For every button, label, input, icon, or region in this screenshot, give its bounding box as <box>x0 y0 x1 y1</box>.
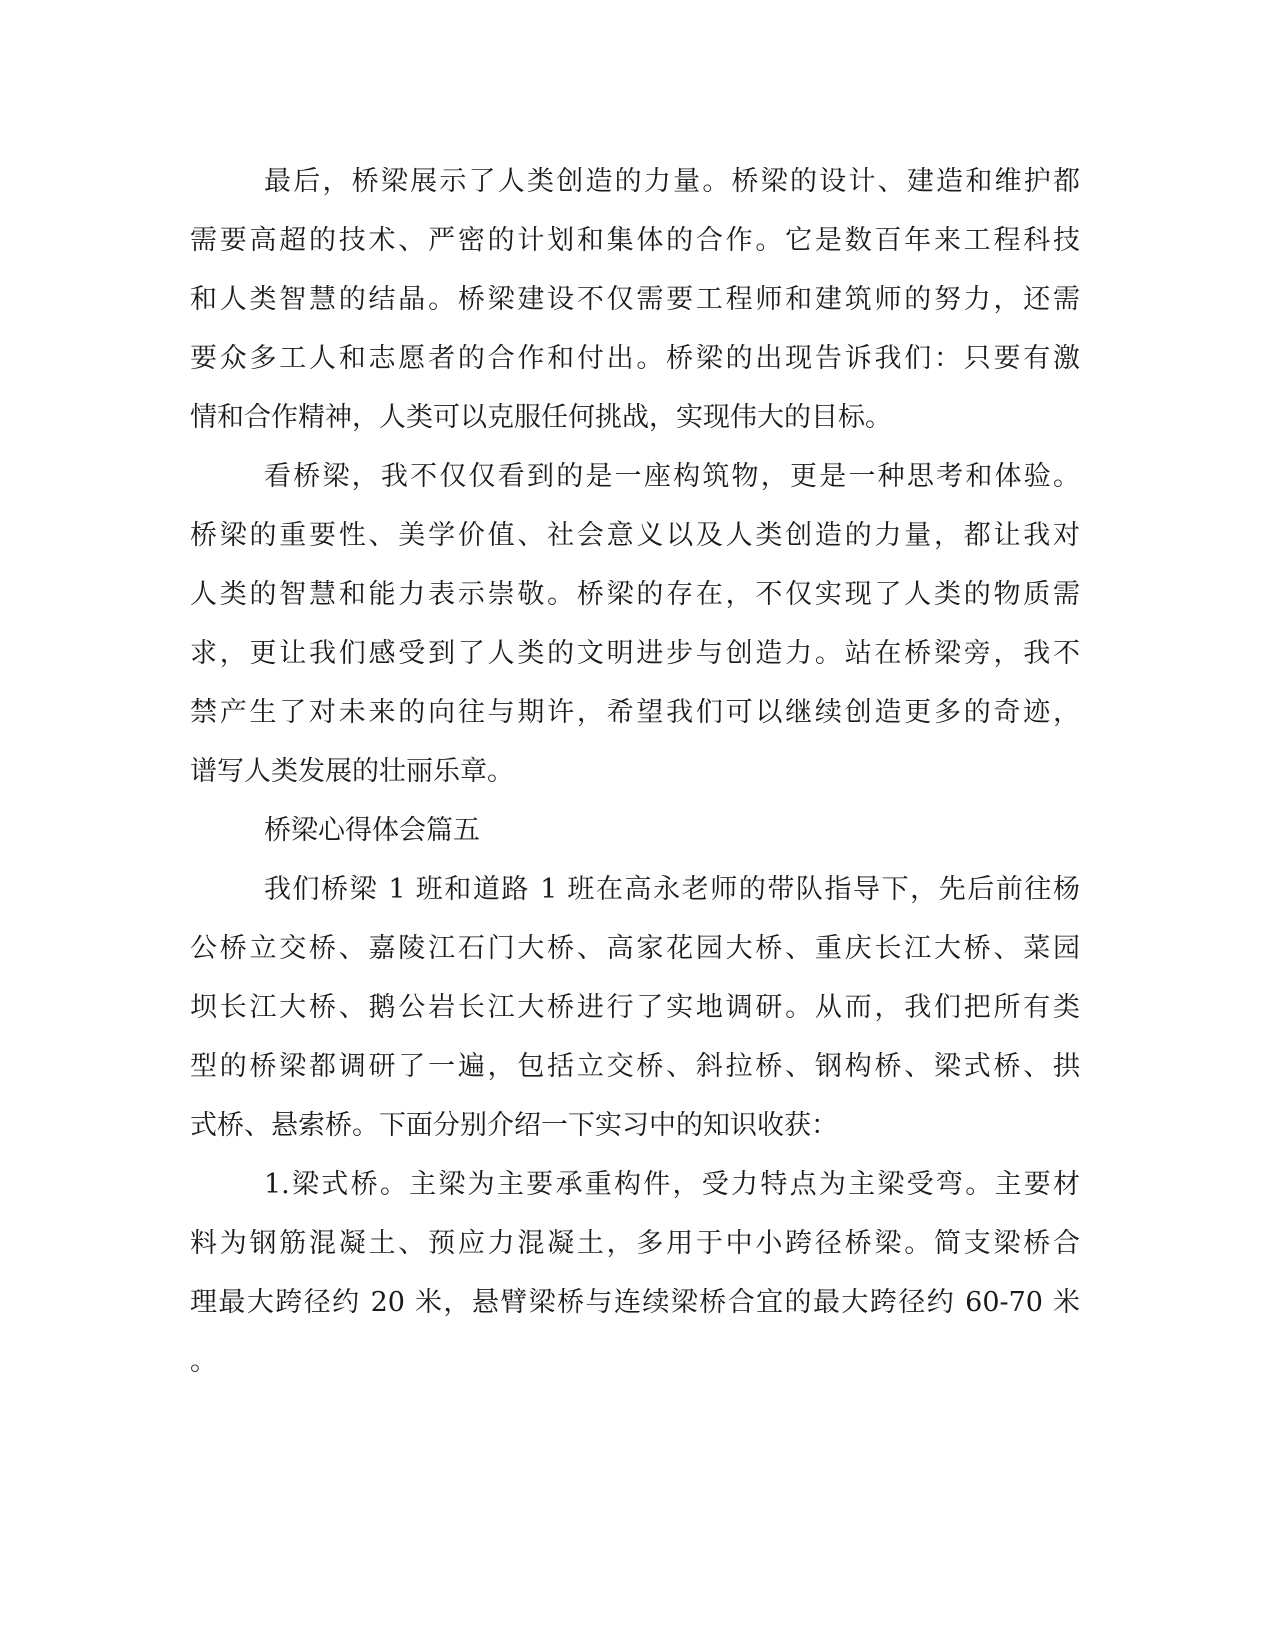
paragraph-line: 1.梁式桥。主梁为主要承重构件，受力特点为主梁受弯。主要材 <box>264 1169 1080 1200</box>
paragraph-line: 理最大跨径约 20 米，悬臂梁桥与连续梁桥合宜的最大跨径约 60-70 米 <box>190 1287 1080 1318</box>
paragraph-line: 坝长江大桥、鹅公岩长江大桥进行了实地调研。从而，我们把所有类 <box>190 992 1080 1023</box>
paragraph-line: 型的桥梁都调研了一遍，包括立交桥、斜拉桥、钢构桥、梁式桥、拱 <box>190 1051 1080 1082</box>
paragraph-line: 禁产生了对未来的向往与期许，希望我们可以继续创造更多的奇迹， <box>190 697 1080 728</box>
paragraph-line: 人类的智慧和能力表示崇敬。桥梁的存在，不仅实现了人类的物质需 <box>190 579 1080 610</box>
paragraph-line: 和人类智慧的结晶。桥梁建设不仅需要工程师和建筑师的努力，还需 <box>190 284 1080 315</box>
paragraph-line: 最后，桥梁展示了人类创造的力量。桥梁的设计、建造和维护都 <box>264 166 1080 197</box>
paragraph-line: 谱写人类发展的壮丽乐章。 <box>190 756 514 787</box>
paragraph-line: 料为钢筋混凝土、预应力混凝土，多用于中小跨径桥梁。简支梁桥合 <box>190 1228 1080 1259</box>
paragraph-line: 求，更让我们感受到了人类的文明进步与创造力。站在桥梁旁，我不 <box>190 638 1080 669</box>
paragraph-line: 桥梁的重要性、美学价值、社会意义以及人类创造的力量，都让我对 <box>190 520 1080 551</box>
paragraph-line: 要众多工人和志愿者的合作和付出。桥梁的出现告诉我们：只要有激 <box>190 343 1080 374</box>
paragraph-line: 。 <box>190 1346 217 1377</box>
paragraph-line: 公桥立交桥、嘉陵江石门大桥、高家花园大桥、重庆长江大桥、菜园 <box>190 933 1080 964</box>
paragraph-line: 看桥梁，我不仅仅看到的是一座构筑物，更是一种思考和体验。 <box>264 461 1080 492</box>
section-heading: 桥梁心得体会篇五 <box>264 815 480 846</box>
paragraph-line: 式桥、悬索桥。下面分别介绍一下实习中的知识收获： <box>190 1110 838 1141</box>
paragraph-line: 情和合作精神，人类可以克服任何挑战，实现伟大的目标。 <box>190 402 892 433</box>
paragraph-line: 我们桥梁 1 班和道路 1 班在高永老师的带队指导下，先后前往杨 <box>264 874 1080 905</box>
paragraph-line: 需要高超的技术、严密的计划和集体的合作。它是数百年来工程科技 <box>190 225 1080 256</box>
